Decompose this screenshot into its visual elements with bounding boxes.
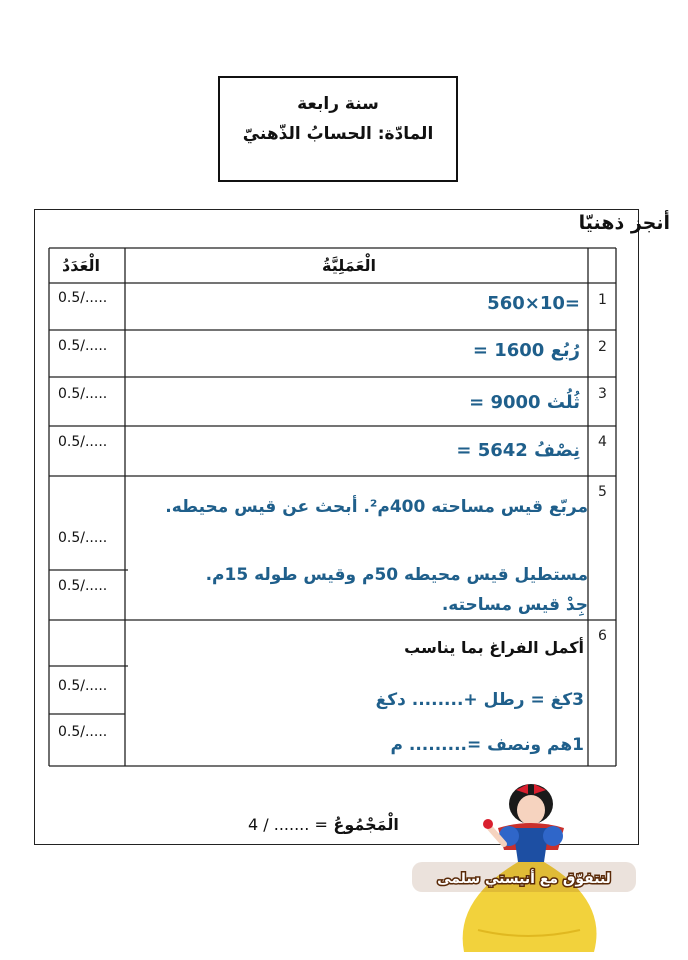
row-2-operation: رُبُع 1600 =: [472, 340, 580, 361]
row-6-score-a: 0.5/.....: [58, 678, 108, 694]
row-3-operation: ثُلُث 9000 =: [469, 392, 580, 413]
logo-text: لنتفوّق مع أنيستي سلمى: [437, 871, 611, 887]
subject-label: المادّة: الحسابُ الذّهنيّ: [242, 124, 434, 144]
row-2-score: 0.5/.....: [58, 338, 108, 354]
row-6-score-b: 0.5/.....: [58, 724, 108, 740]
row-number-6: 6: [598, 628, 607, 644]
row-1-score: 0.5/.....: [58, 290, 108, 306]
row-1-operation: =10×560: [487, 293, 580, 314]
row-5-score-a: 0.5/.....: [58, 530, 108, 546]
row-3-score: 0.5/.....: [58, 386, 108, 402]
row-number-3: 3: [598, 386, 607, 402]
row-6-line-1: 3كغ = رطل +........ دكغ: [375, 690, 584, 710]
row-5-line-2: مستطيل قيس محيطه 50م وقيس طوله 15م.: [205, 565, 588, 585]
row-5-score-b: 0.5/.....: [58, 578, 108, 594]
total-line: [248, 815, 399, 834]
row-5-line-1: مربّع قيس مساحته 400م². أبحث عن قيس محيطه.: [165, 497, 588, 517]
grade-label: سنة رابعة: [297, 94, 379, 114]
column-header-score: الْعَدَدُ: [62, 256, 100, 275]
column-header-operation: الْعَمَلِيَّةُ: [322, 256, 377, 275]
row-number-1: 1: [598, 292, 607, 308]
total-value: = ....... / 4: [248, 815, 328, 834]
total-label: الْمَجْمُوعُ: [333, 815, 399, 834]
row-4-operation: نِصْفُ 5642 =: [456, 440, 580, 461]
row-4-score: 0.5/.....: [58, 434, 108, 450]
row-6-line-2: 1هم ونصف =......... م: [390, 735, 584, 755]
row-5-line-3: جِدْ قيس مساحته.: [441, 595, 588, 615]
row-6-prompt: أكمل الفراغ بما يناسب: [404, 638, 584, 657]
row-number-5: 5: [598, 484, 607, 500]
row-number-2: 2: [598, 339, 607, 355]
exercise-title: أنجز ذهنيّا: [578, 212, 670, 234]
princess-logo-illustration: [408, 780, 640, 955]
row-number-4: 4: [598, 434, 607, 450]
